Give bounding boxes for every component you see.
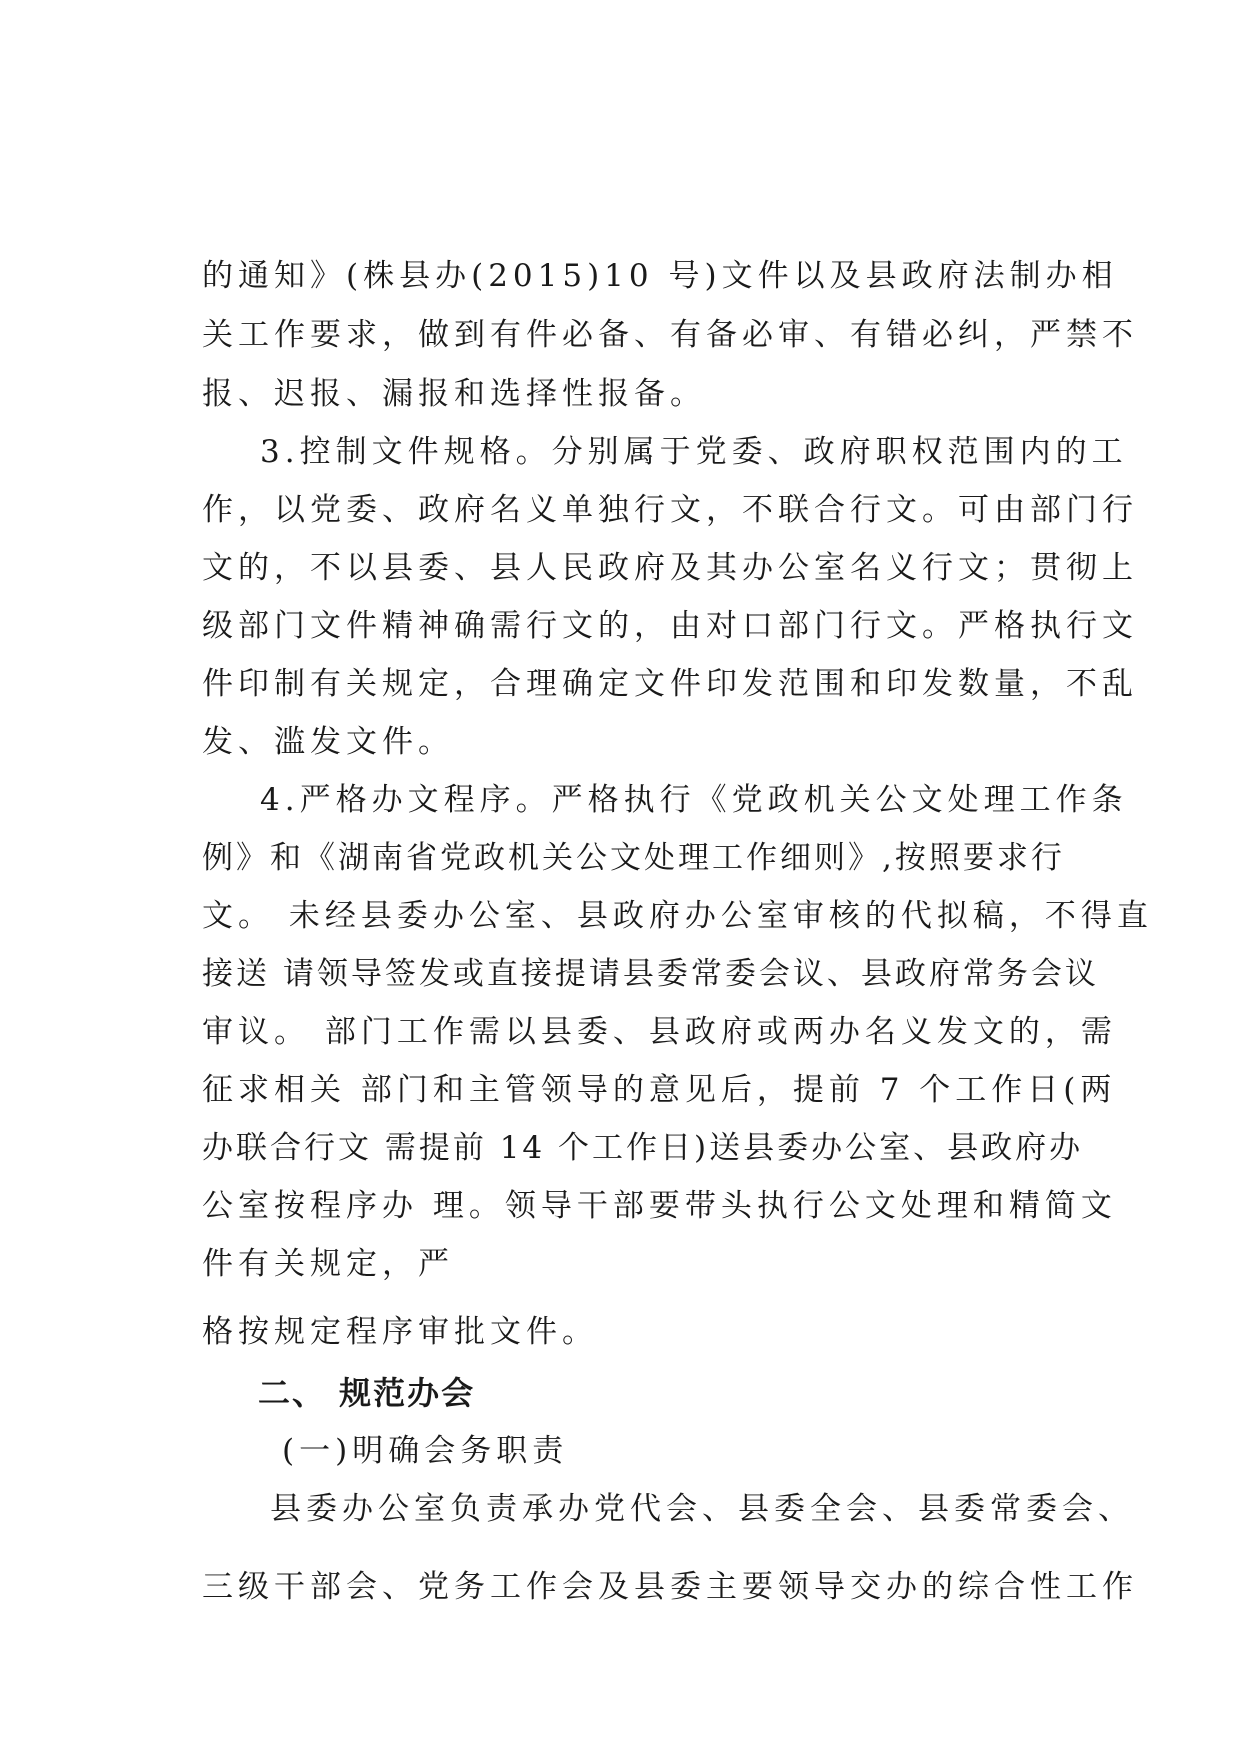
body-line-19: 格按规定程序审批文件。 — [202, 1314, 598, 1350]
body-line-9: 发、滥发文件。 — [202, 724, 454, 760]
body-line-18: 件有关规定，严 — [202, 1246, 454, 1282]
body-line-14: 审议。 部门工作需以县委、县政府或两办名义发文的，需 — [202, 1014, 1117, 1050]
final-line-1: 县委办公室负责承办党代会、县委全会、县委常委会、 — [270, 1491, 1134, 1527]
body-line-13: 接送 请领导签发或直接提请县委常委会议、县政府常务会议 — [202, 956, 1099, 992]
body-line-16: 办联合行文 需提前 14 个工作日)送县委办公室、县政府办 — [202, 1130, 1084, 1166]
body-line-8: 件印制有关规定，合理确定文件印发范围和印发数量，不乱 — [202, 666, 1138, 702]
body-line-12: 文。 未经县委办公室、县政府办公室审核的代拟稿，不得直 — [202, 898, 1153, 934]
body-line-5: 作，以党委、政府名义单独行文，不联合行文。可由部门行 — [202, 492, 1138, 528]
body-line-2: 关工作要求，做到有件必备、有备必审、有错必纠，严禁不 — [202, 317, 1138, 353]
final-line-2: 三级干部会、党务工作会及县委主要领导交办的综合性工作 — [202, 1569, 1138, 1605]
body-line-6: 文的，不以县委、县人民政府及其办公室名义行文；贯彻上 — [202, 550, 1138, 586]
body-line-15: 征求相关 部门和主管领导的意见后，提前 7 个工作日(两 — [202, 1072, 1117, 1108]
body-line-4: 3.控制文件规格。分别属于党委、政府职权范围内的工 — [260, 434, 1128, 470]
body-line-3: 报、迟报、漏报和选择性报备。 — [202, 376, 706, 412]
body-line-7: 级部门文件精神确需行文的，由对口部门行文。严格执行文 — [202, 608, 1138, 644]
body-line-17: 公室按程序办 理。领导干部要带头执行公文处理和精简文 — [202, 1188, 1117, 1224]
body-line-1: 的通知》(株县办(2015)10 号)文件以及县政府法制办相 — [202, 258, 1118, 294]
section-heading: 二、 规范办会 — [258, 1374, 476, 1412]
body-line-11: 例》和《湖南省党政机关公文处理工作细则》,按照要求行 — [202, 840, 1065, 876]
body-line-10: 4.严格办文程序。严格执行《党政机关公文处理工作条 — [260, 782, 1128, 818]
subsection-heading: (一)明确会务职责 — [282, 1433, 569, 1469]
